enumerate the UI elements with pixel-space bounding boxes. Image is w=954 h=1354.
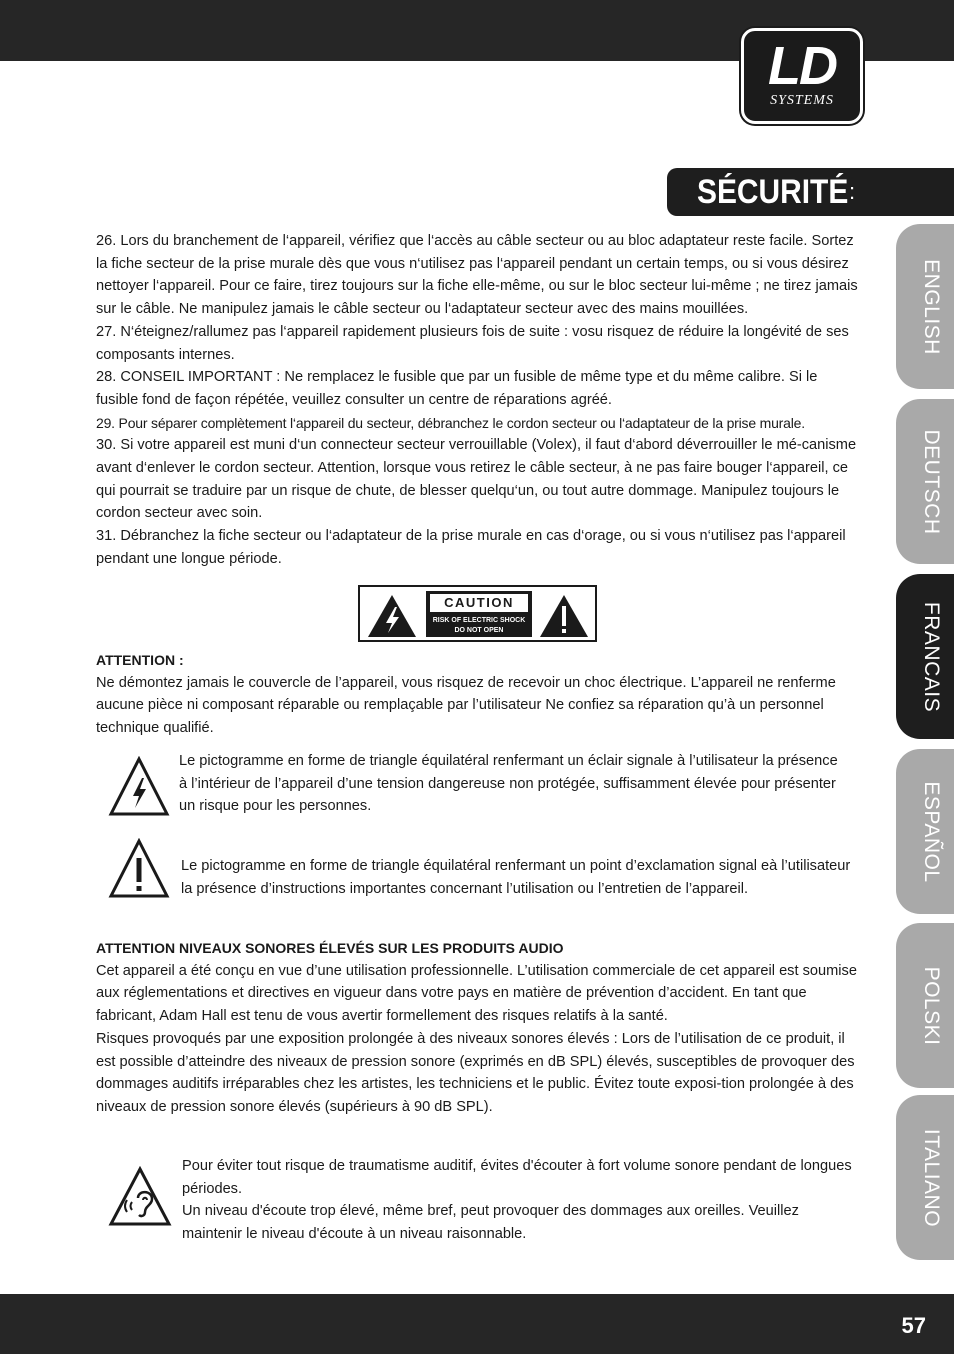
section-title	[667, 168, 954, 216]
sound-level-paragraph-1: Cet appareil a été conçu en vue d’une utilisation professionnelle. L’utilisation commerciale de cet appareil est soumise aux réglementations et directives en vigueur dans votre pays en matière de prévention d’accident. En tant que fabricant, Adam Hall est tenu de vous avertir formellement des risques relatifs à la santé.	[96, 962, 857, 1025]
caution-center	[426, 591, 532, 637]
logo-sub-text: SYSTEMS	[770, 93, 834, 108]
hearing-line-2: Un niveau d'écoute trop élevé, même bref, peut provoquer des dommages aux oreilles. Veuillez maintenir le niveau d'écoute à un niveau raisonnable.	[182, 1203, 799, 1243]
page-number: 57	[901, 1313, 926, 1338]
tab-deutsch[interactable]: DEUTSCH	[896, 399, 954, 564]
caution-line-1: RISK OF ELECTRIC SHOCK	[432, 617, 526, 624]
instruction-26: 26. Lors du branchement de l‘appareil, vérifiez que l‘accès au câble secteur ou au bloc adaptateur reste facile. Sortez la fiche secteur de la prise murale dès que vous n‘utilisez pas l‘appareil pendant un certain temps, ou si vous désirez nettoyer l‘appareil. Pour ce faire, tirez toujours sur la fiche elle-même, ou sur le bloc secteur lui-même ; ne tirez jamais sur le câble. Ne manipulez jamais le câble secteur ou l‘adaptateur secteur avec des mains mouillées.	[96, 233, 858, 318]
bottom-bar	[0, 1294, 954, 1354]
sound-level-paragraph-2: Risques provoqués par une exposition prolongée à des niveaux sonores élevés : Lors de l’utilisation de ce produit, il est possible d’atteindre des niveaux de pression sonore (exprimés en dB SPL) élevés, susceptibles de provoquer des dommages auditifs irréparables chez les artistes, les techniciens et le public. Évitez toute exposi-tion prolongée à des niveaux de pression sonore élevés (supérieurs à 90 dB SPL).	[96, 1030, 855, 1115]
hearing-line-1: Pour éviter tout risque de traumatisme auditif, évites d'écouter à fort volume sonore pendant de longues périodes.	[182, 1158, 852, 1197]
lightning-pictogram-text: Le pictogramme en forme de triangle équilatéral renfermant un éclair signale à l’utilisateur la présence à l’intérieur de l’appareil d’une tension dangereuse non protégée, suffisamment élevée pour présenter un risque pour les personnes.	[179, 753, 838, 815]
section-title-suffix: :	[849, 179, 856, 204]
instruction-28: 28. CONSEIL IMPORTANT : Ne remplacez le fusible que par un fusible de même type et du même calibre. Si le fusible fond de façon répétée, veuillez consulter un centre de réparations agréé.	[96, 369, 818, 408]
tab-italiano[interactable]: ITALIANO	[896, 1095, 954, 1260]
exclamation-pictogram-text: Le pictogramme en forme de triangle équilatéral renfermant un point d’exclamation signal eà l’utilisateur la présence d’instructions importantes concernant l’utilisation ou l’entretien de l’appareil.	[181, 858, 851, 897]
tab-espanol[interactable]: ESPAÑOL	[896, 749, 954, 914]
ld-systems-logo	[741, 28, 863, 124]
sound-level-section	[96, 937, 858, 1119]
logo-main-text: LD	[768, 36, 836, 96]
attention-text: Ne démontez jamais le couvercle de l’appareil, vous risquez de recevoir un choc électrique. L’appareil ne renferme aucune pièce ni composant réparable ou remplaçable par l’utilisateur Ne confiez sa réparation qu’à un personnel technique qualifié.	[96, 674, 836, 737]
caution-label	[358, 585, 597, 642]
exclamation-warning-icon	[538, 593, 590, 639]
section-title-text: SÉCURITÉ	[697, 173, 849, 211]
instruction-30: 30. Si votre appareil est muni d‘un connecteur secteur verrouillable (Volex), il faut d‘abord déverrouiller le mé-canisme avant d‘enlever le cordon secteur. Attention, lorsque vous retirez le câble secteur, à ne pas faire bouger l‘appareil, ce qui pourrait se traduire par un risque de chute, de blesser quelqu‘un, ou tout autre dommage. Manipulez toujours le cordon secteur avec soin.	[96, 437, 857, 522]
tab-polski[interactable]: POLSKI	[896, 923, 954, 1088]
hearing-protection-text	[182, 1155, 852, 1246]
instruction-29: 29. Pour séparer complètement l‘appareil du secteur, débranchez le cordon secteur ou l‘adaptateur de la prise murale.	[96, 414, 805, 431]
lightning-triangle-icon	[108, 756, 170, 818]
attention-section	[96, 649, 858, 740]
caution-title: CAUTION	[430, 594, 528, 612]
exclamation-triangle-icon	[108, 838, 170, 900]
hearing-warning-icon	[108, 1166, 172, 1228]
sound-level-heading: ATTENTION NIVEAUX SONORES ÉLEVÉS SUR LES PRODUITS AUDIO	[96, 940, 564, 956]
attention-heading: ATTENTION :	[96, 652, 184, 668]
caution-line-2: DO NOT OPEN	[454, 627, 504, 634]
instruction-31: 31. Débranchez la fiche secteur ou l‘adaptateur de la prise murale en cas d‘orage, ou si vous n‘utilisez pas l‘appareil pendant une longue période.	[96, 528, 846, 567]
tab-francais[interactable]: FRANCAIS	[896, 574, 954, 739]
instruction-27: 27. N‘éteignez/rallumez pas l‘appareil rapidement plusieurs fois de suite : vosu risquez de réduire la longévité de ses composants internes.	[96, 323, 849, 363]
tab-english[interactable]: ENGLISH	[896, 224, 954, 389]
safety-instructions	[96, 230, 858, 571]
lightning-warning-icon	[366, 593, 418, 639]
